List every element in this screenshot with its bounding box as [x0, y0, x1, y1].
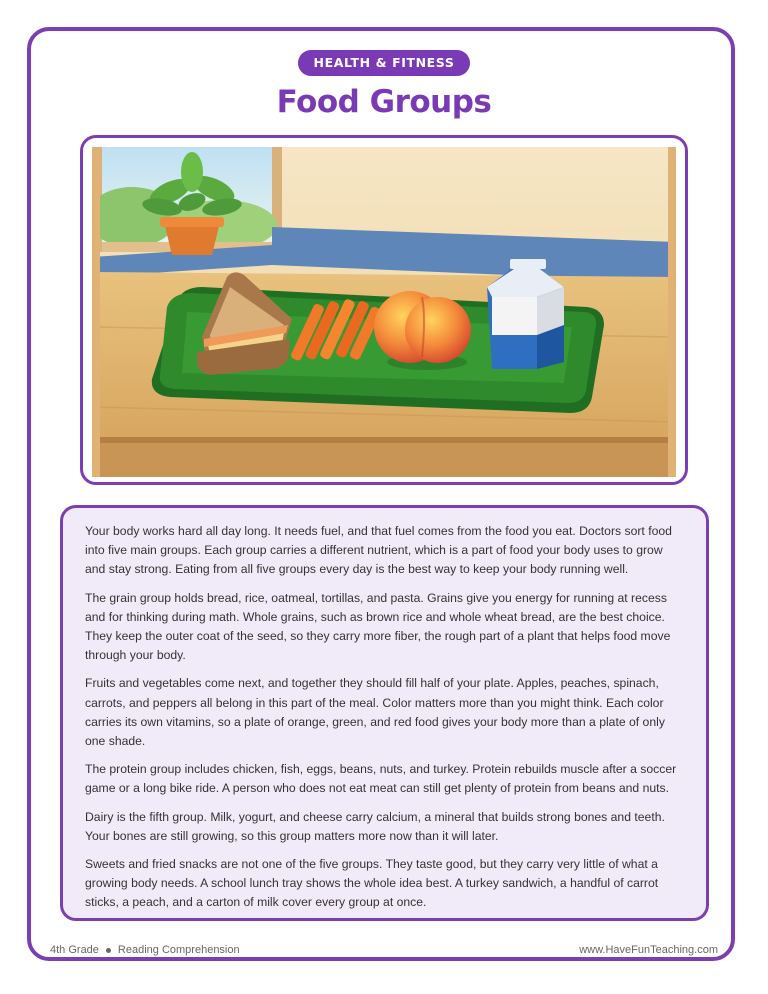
lunch-tray-illustration	[92, 147, 676, 477]
paragraph: Your body works hard all day long. It needs fuel, and that fuel comes from the food you eat. Doctors sort food into five main groups. Each group carries a different nutrient, which is a part of food your body uses to grow and stay strong. Eating from all five groups every day is the best way to keep your body running well.	[85, 524, 672, 577]
footer-website[interactable]: www.HaveFunTeaching.com	[579, 944, 718, 956]
bullet-dot-icon	[106, 948, 111, 953]
paragraph: Dairy is the fifth group. Milk, yogurt, and cheese carry calcium, a mineral that builds strong bones and teeth. Your bones are still growing, so this group matters more now than it will later.	[85, 809, 665, 843]
illustration-frame	[80, 135, 688, 485]
category-badge: HEALTH & FITNESS	[298, 50, 470, 76]
paragraph: The grain group holds bread, rice, oatmeal, tortillas, and pasta. Grains give you energy for running at recess and for thinking during math. Whole grains, such as brown rice and whole wheat bread, are the best choice. They keep the outer coat of the seed, so they carry more fiber, the rough part of a plant that helps food move through your body.	[85, 590, 671, 663]
footer-grade: 4th Grade	[50, 944, 99, 956]
paragraph: The protein group includes chicken, fish, eggs, beans, nuts, and turkey. Protein rebuilds muscle after a soccer game or a long bike ride. A person who does not eat meat can still get plenty of protein from beans and nuts.	[85, 762, 677, 796]
paragraph: Sweets and fried snacks are not one of the five groups. They taste good, but they carry very little of what a growing body needs. A school lunch tray shows the whole idea best. A turkey sandwich, a handful of carrot sticks, a peach, and a carton of milk cover every group at once.	[85, 857, 659, 910]
footer-grade-subject	[50, 944, 240, 956]
page-title: Food Groups	[276, 84, 492, 120]
paragraph: Fruits and vegetables come next, and together they should fill half of your plate. Apples, peaches, spinach, carrots, and peppers all belong in this part of the meal. Color matters more than you might think. Each color carries its own vitamins, so a plate of orange, green, and red food gives your body more than a plate of only one shade.	[85, 676, 665, 749]
footer-subject: Reading Comprehension	[117, 944, 240, 956]
reading-passage	[60, 505, 709, 921]
